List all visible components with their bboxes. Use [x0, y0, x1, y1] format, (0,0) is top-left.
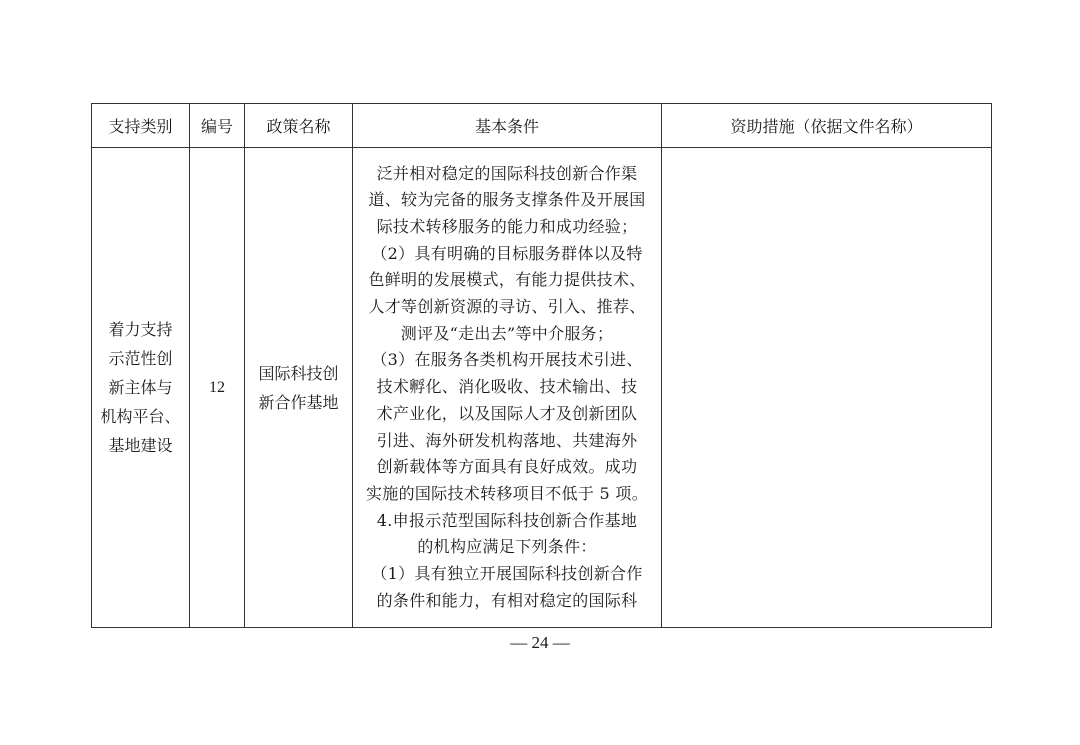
page-number: — 24 — — [510, 633, 570, 652]
category-line: 示范性创 — [108, 349, 173, 368]
cell-funding-measures — [662, 148, 992, 628]
condition-line: 4.申报示范型国际科技创新合作基地 — [376, 510, 638, 530]
condition-line: 人才等创新资源的寻访、引入、推荐、 — [368, 297, 646, 317]
header-basic-conditions: 基本条件 — [353, 104, 662, 148]
condition-line: （1）具有独立开展国际科技创新合作 — [371, 564, 643, 584]
header-support-category: 支持类别 — [92, 104, 190, 148]
category-line: 着力支持 — [108, 320, 173, 339]
condition-line: 的机构应满足下列条件： — [417, 537, 597, 557]
condition-line: （3）在服务各类机构开展技术引进、 — [371, 350, 643, 370]
condition-line: 色鲜明的发展模式，有能力提供技术、 — [368, 270, 646, 290]
header-policy-name: 政策名称 — [245, 104, 353, 148]
condition-line: 创新载体等方面具有良好成效。成功 — [376, 457, 638, 477]
condition-line: 实施的国际技术转移项目不低于 5 项。 — [365, 483, 649, 503]
policy-table — [91, 103, 992, 628]
condition-line: 引进、海外研发机构落地、共建海外 — [376, 430, 638, 450]
cell-policy-name — [245, 148, 353, 628]
condition-line: 泛并相对稳定的国际科技创新合作渠 — [376, 163, 638, 183]
category-line: 机构平台、 — [100, 407, 181, 426]
condition-line: 术产业化，以及国际人才及创新团队 — [376, 403, 638, 423]
condition-line: 测评及“走出去”等中介服务； — [400, 323, 614, 343]
condition-line: 的条件和能力，有相对稳定的国际科 — [376, 590, 638, 610]
table-header-row — [92, 104, 992, 148]
cell-basic-conditions — [353, 148, 662, 628]
header-number: 编号 — [190, 104, 245, 148]
category-line: 新主体与 — [108, 378, 173, 397]
policy-name-line: 新合作基地 — [258, 392, 339, 412]
cell-support-category — [92, 148, 190, 628]
policy-name-line: 国际科技创 — [258, 363, 339, 383]
condition-line: 道、较为完备的服务支撑条件及开展国 — [368, 190, 646, 210]
table-row — [92, 148, 992, 628]
category-line: 基地建设 — [108, 436, 173, 455]
condition-line: 际技术转移服务的能力和成功经验； — [376, 216, 638, 236]
condition-line: 技术孵化、消化吸收、技术输出、技 — [376, 377, 638, 397]
cell-number: 12 — [190, 148, 245, 628]
header-funding-measures: 资助措施（依据文件名称） — [662, 104, 992, 148]
condition-line: （2）具有明确的目标服务群体以及特 — [371, 243, 643, 263]
